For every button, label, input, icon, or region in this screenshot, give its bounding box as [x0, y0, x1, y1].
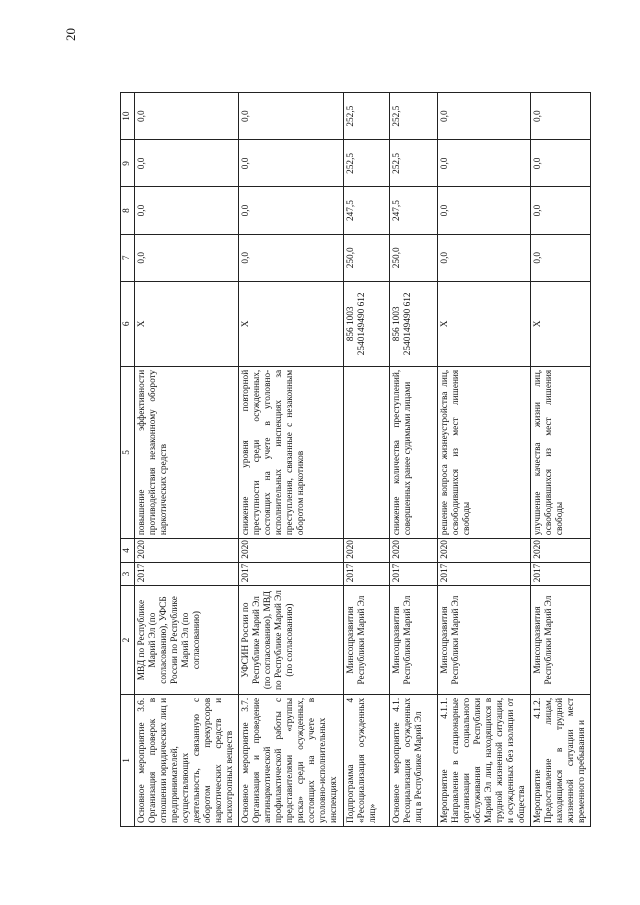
- activity-name: Подпрограмма 4 «Ресоциализация осужденных лиц»: [344, 694, 390, 826]
- expected-result: снижение уровня повторной преступности среди осужденных, состоящих на учете в уголовно-исполнительных инспекциях за преступления, связанные с незаконным оборотом наркотиков: [239, 366, 344, 538]
- amount-col7: 0,0: [135, 234, 239, 281]
- column-header-7: 7: [121, 234, 135, 281]
- start-year: 2017: [135, 562, 239, 586]
- amount-col8: 247,5: [344, 187, 390, 234]
- column-header-2: 2: [121, 586, 135, 695]
- amount-col8: 0,0: [531, 187, 591, 234]
- amount-col10: 0,0: [135, 93, 239, 140]
- amount-col7: 250,0: [344, 234, 390, 281]
- amount-col7: 0,0: [531, 234, 591, 281]
- program-table: [120, 92, 591, 827]
- header-row: [121, 93, 135, 827]
- amount-col8: 0,0: [438, 187, 531, 234]
- table-row: [344, 93, 390, 827]
- executor: Минсоцразвития Республики Марий Эл: [438, 586, 531, 695]
- column-header-5: 5: [121, 366, 135, 538]
- start-year: 2017: [239, 562, 344, 586]
- end-year: 2020: [239, 539, 344, 563]
- amount-col9: 0,0: [135, 140, 239, 187]
- column-header-10: 10: [121, 93, 135, 140]
- activity-name: Мероприятие 4.1.2. Предоставление лицам, находящимся в трудной жизненной ситуации мест временного пребывания и: [531, 694, 591, 826]
- activity-name: Мероприятие 4.1.1. Направление в стационарные организации социального обслуживания Республики Марий Эл лиц, находящихся в трудной жизненной ситуации, и осужденных без изоляции от общества: [438, 694, 531, 826]
- amount-col9: 252,5: [390, 140, 438, 187]
- start-year: 2017: [531, 562, 591, 586]
- amount-col10: 252,5: [390, 93, 438, 140]
- budget-code: X: [531, 281, 591, 366]
- amount-col8: 0,0: [239, 187, 344, 234]
- start-year: 2017: [438, 562, 531, 586]
- column-header-8: 8: [121, 187, 135, 234]
- executor: МВД по Республике Марий Эл (по согласованию), УФСБ России по Республике Марий Эл (по согласованию): [135, 586, 239, 695]
- budget-code: X: [438, 281, 531, 366]
- expected-result: снижение количества преступлений, совершенных ранее судимыми лицами: [390, 366, 438, 538]
- expected-result: решение вопроса жизнеустройства лиц, освободившихся из мест лишения свободы: [438, 366, 531, 538]
- expected-result: улучшение качества жизни лиц, освободившихся из мест лишения свободы: [531, 366, 591, 538]
- table-row: [438, 93, 531, 827]
- column-header-1: 1: [121, 694, 135, 826]
- expected-result: повышение эффективности противодействия незаконному обороту наркотических средств: [135, 366, 239, 538]
- amount-col10: 252,5: [344, 93, 390, 140]
- executor: Минсоцразвития Республики Марий Эл: [531, 586, 591, 695]
- expected-result: [344, 366, 390, 538]
- budget-code: 856 1003 2540149490 612: [344, 281, 390, 366]
- column-header-6: 6: [121, 281, 135, 366]
- activity-name: Основное мероприятие 3.7. Организация и проведение антинаркотической профилактической работы с представителями «группы риска» среди осужденных, состоящих на учете в уголовно-исполнительных инспекциях: [239, 694, 344, 826]
- activity-name: Основное мероприятие 3.6. Организация проверок в отношении юридических лиц и предпринимателей, осуществляющих деятельность, связанную с оборотом прекурсоров наркотических средств и психотропных веществ: [135, 694, 239, 826]
- end-year: 2020: [390, 539, 438, 563]
- amount-col7: 250,0: [390, 234, 438, 281]
- end-year: 2020: [135, 539, 239, 563]
- amount-col9: 0,0: [531, 140, 591, 187]
- start-year: 2017: [390, 562, 438, 586]
- end-year: 2020: [344, 539, 390, 563]
- table-row: [239, 93, 344, 827]
- end-year: 2020: [531, 539, 591, 563]
- table-row: [390, 93, 438, 827]
- budget-code: X: [239, 281, 344, 366]
- activity-name: Основное мероприятие 4.1. Ресоциализация осужденных лиц в Республике Марий Эл: [390, 694, 438, 826]
- amount-col7: 0,0: [438, 234, 531, 281]
- end-year: 2020: [438, 539, 531, 563]
- table-row: [531, 93, 591, 827]
- amount-col9: 0,0: [239, 140, 344, 187]
- budget-code: X: [135, 281, 239, 366]
- page-number: 20: [63, 28, 78, 41]
- amount-col8: 247,5: [390, 187, 438, 234]
- executor: Минсоцразвития Республики Марий Эл: [390, 586, 438, 695]
- executor: УФСИН России по Республике Марий Эл (по согласованию), МВД по Республике Марий Эл (по согласованию): [239, 586, 344, 695]
- amount-col7: 0,0: [239, 234, 344, 281]
- executor: Минсоцразвития Республики Марий Эл: [344, 586, 390, 695]
- amount-col10: 0,0: [239, 93, 344, 140]
- amount-col9: 252,5: [344, 140, 390, 187]
- column-header-9: 9: [121, 140, 135, 187]
- amount-col8: 0,0: [135, 187, 239, 234]
- start-year: 2017: [344, 562, 390, 586]
- budget-code: 856 1003 2540149490 612: [390, 281, 438, 366]
- table-row: [135, 93, 239, 827]
- column-header-4: 4: [121, 539, 135, 563]
- amount-col10: 0,0: [531, 93, 591, 140]
- amount-col9: 0,0: [438, 140, 531, 187]
- amount-col10: 0,0: [438, 93, 531, 140]
- column-header-3: 3: [121, 562, 135, 586]
